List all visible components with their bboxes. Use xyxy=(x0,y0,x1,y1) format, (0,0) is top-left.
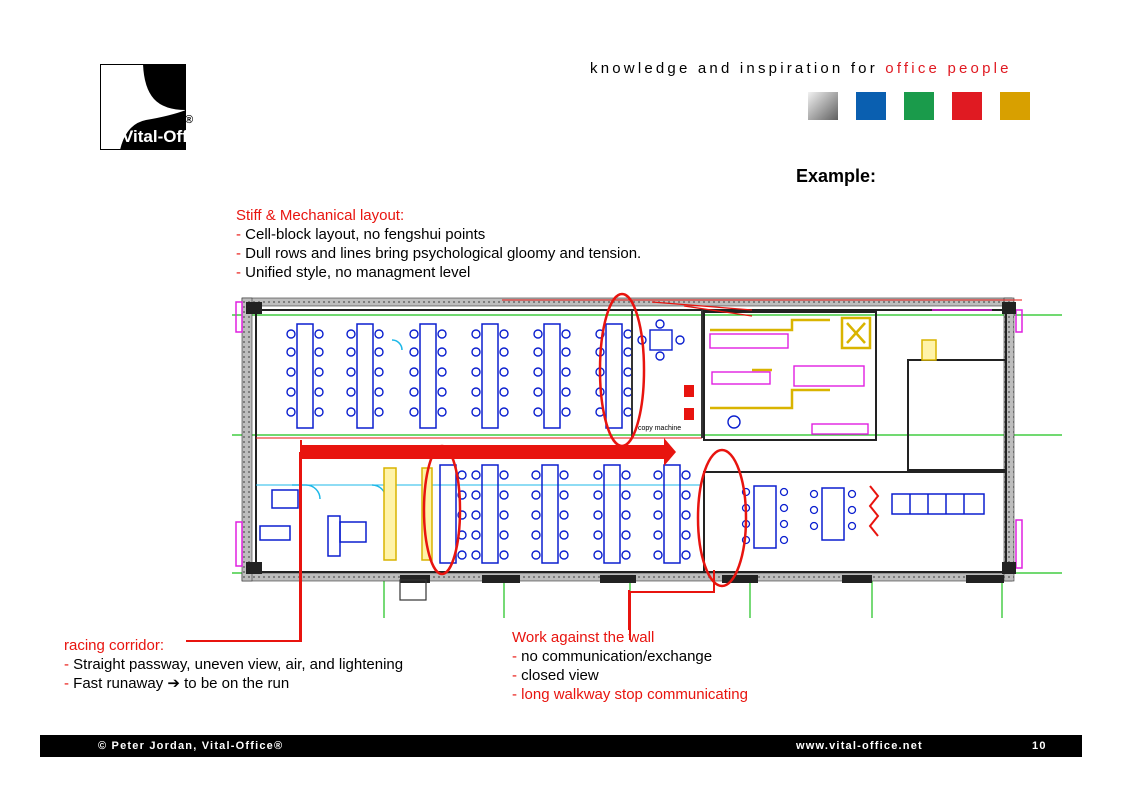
note-item: - closed view xyxy=(512,667,599,684)
note-item: - Cell-block layout, no fengshui points xyxy=(236,226,486,243)
swatch-blue xyxy=(856,92,886,120)
office-floor-plan xyxy=(232,290,1062,618)
note-item: - Fast runaway ➔ to be on the run xyxy=(64,675,290,692)
footer-url[interactable]: www.vital-office.net xyxy=(796,740,923,752)
wall-callout-line xyxy=(628,590,630,630)
note-work-against-wall xyxy=(512,628,748,704)
corridor-arrow-head xyxy=(664,438,676,466)
slide-title: Example: xyxy=(796,166,877,186)
note-item: - Unified style, no managment level xyxy=(236,264,471,281)
tagline xyxy=(590,60,1012,77)
note-racing-corridor xyxy=(64,636,403,693)
corridor-callout-vertical xyxy=(300,440,302,642)
note-item: - long walkway stop communicating xyxy=(512,686,748,703)
note-item: - Straight passway, uneven view, air, and lightening xyxy=(64,656,404,673)
page-number: 10 xyxy=(1032,740,1047,752)
logo-registered-mark: ® xyxy=(185,114,194,126)
swatch-red xyxy=(952,92,982,120)
note-item: - Dull rows and lines bring psychological gloomy and tension. xyxy=(236,245,642,262)
note-stiff-layout xyxy=(236,206,641,282)
swatch-green xyxy=(904,92,934,120)
wall-desk-ellipse-right xyxy=(698,450,746,586)
arrow-right-icon: ➔ xyxy=(167,675,180,692)
tagline-highlight: office people xyxy=(885,60,1012,77)
note-item: - no communication/exchange xyxy=(512,648,713,665)
tagline-prefix: knowledge and inspiration for xyxy=(590,60,886,77)
logo-text: Vital-Office xyxy=(122,127,212,146)
note-heading: Stiff & Mechanical layout: xyxy=(236,207,405,224)
footer-bar xyxy=(40,735,1082,757)
footer-copyright: © Peter Jordan, Vital-Office® xyxy=(98,740,284,752)
note-heading: racing corridor: xyxy=(64,637,165,654)
swatch-silver xyxy=(808,92,838,120)
corridor-arrow-shaft xyxy=(300,445,668,459)
vital-office-logo xyxy=(100,64,212,150)
note-heading: Work against the wall xyxy=(512,629,655,646)
swatch-yellow xyxy=(1000,92,1030,120)
copy-machine-label: copy machine xyxy=(638,425,682,432)
